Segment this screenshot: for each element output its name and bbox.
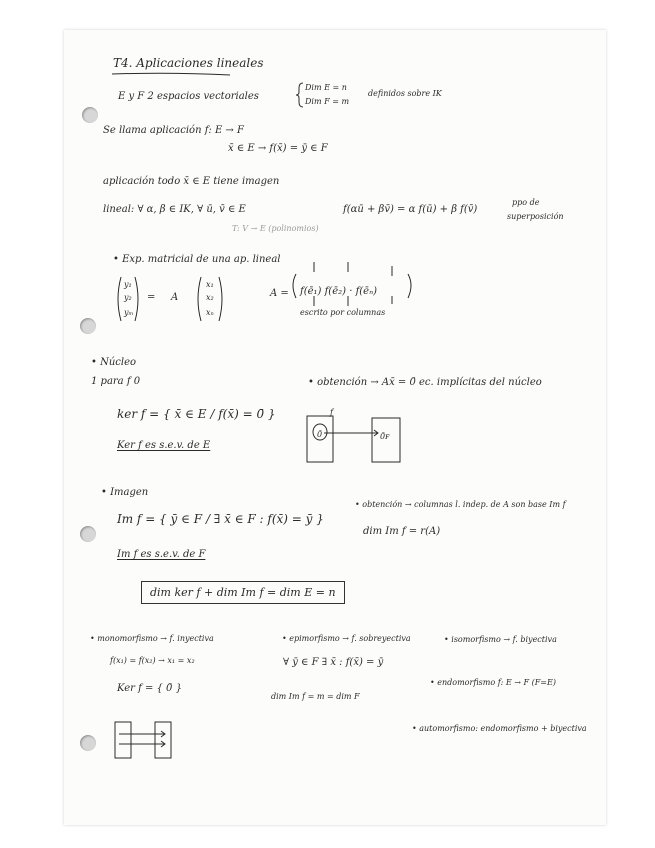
image-subspace: Im f es s.e.v. de F <box>117 549 206 560</box>
superposition-note-2: superposición <box>507 212 564 221</box>
faint-note: T: V → E (polinomios) <box>232 224 319 233</box>
x-entry: x₁ <box>206 280 214 289</box>
intro-map-rule: x̄ ∈ E → f(x̄) = ȳ ∈ F <box>228 143 328 154</box>
linearity-quantifiers: lineal: ∀ α, β ∈ IK, ∀ ū, v̄ ∈ E <box>103 204 246 215</box>
a-label: A = <box>270 288 289 299</box>
matrix-heading: • Exp. matricial de una ap. lineal <box>113 254 281 265</box>
y-entry: y₁ <box>124 280 132 289</box>
isomorphism-title: • isomorfismo → f. biyectiva <box>444 635 557 644</box>
linearity-formula: f(αū + βv̄) = α f(ū) + β f(v̄) <box>343 204 478 215</box>
y-entry: y₂ <box>124 293 132 302</box>
matrix-columns <box>290 262 415 308</box>
title-underline <box>112 72 232 76</box>
imagen-heading: • Imagen <box>101 487 149 498</box>
x-entry: x₂ <box>206 293 214 302</box>
nucleo-line: 1 para f 0 <box>91 376 141 387</box>
kernel-subspace: Ker f es s.e.v. de E <box>117 440 211 451</box>
intro-every-image: aplicación todo x̄ ∈ E tiene imagen <box>103 176 280 187</box>
monomorphism-condition: f(x₁) = f(x₂) → x₁ = x₂ <box>110 656 195 665</box>
matrix-a: A <box>171 292 179 303</box>
punch-hole <box>80 526 96 542</box>
kernel-diagram <box>306 408 416 464</box>
kernel-zero: 0̄ <box>317 430 323 439</box>
nucleo-obtention: • obtención → Ax̄ = 0̄ ec. implícitas del núcleo <box>308 377 542 388</box>
y-entry: yₘ <box>124 308 134 317</box>
monomorphism-kernel: Ker f = { 0̄ } <box>117 683 182 694</box>
image-definition: Im f = { ȳ ∈ F / ∃ x̄ ∈ F : f(x̄) = ȳ } <box>117 512 324 526</box>
brace-icon <box>296 82 304 108</box>
page-title: T4. Aplicaciones lineales <box>113 56 264 70</box>
epimorphism-dimension: dim Im f = m = dim F <box>271 692 360 701</box>
punch-hole <box>80 318 96 334</box>
dim-f: Dim F = m <box>305 97 350 106</box>
rank-nullity-formula: dim ker f + dim Im f = dim E = n <box>141 581 345 604</box>
punch-hole <box>80 735 96 751</box>
endomorphism-title: • endomorfismo f: E → F (F=E) <box>430 678 556 687</box>
intro-field: definidos sobre IK <box>368 89 442 98</box>
codomain-zero: 0̄ꜰ <box>380 432 390 441</box>
equals-sign: = <box>147 292 156 303</box>
columns-note: escrito por columnas <box>300 308 386 317</box>
matrix-columns-text: f(ē₁) f(ē₂) · f(ēₙ) <box>300 286 378 297</box>
monomorphism-title: • monomorfismo → f. inyectiva <box>90 634 214 643</box>
image-rank: dim Im f = r(A) <box>363 526 441 537</box>
kernel-definition: ker f = { x̄ ∈ E / f(x̄) = 0̄ } <box>117 407 276 421</box>
map-f-label: f <box>330 408 333 417</box>
superposition-note-1: ppo de <box>512 198 540 207</box>
epimorphism-title: • epimorfismo → f. sobreyectiva <box>282 634 411 643</box>
punch-hole <box>82 107 98 123</box>
intro-map-def: Se llama aplicación f: E → F <box>103 125 244 136</box>
automorphism-title: • automorfismo: endomorfismo + biyectiva <box>412 724 587 733</box>
dim-e: Dim E = n <box>305 83 347 92</box>
x-entry: xₙ <box>206 308 214 317</box>
intro-sets: E y F 2 espacios vectoriales <box>118 91 259 102</box>
image-obtention: • obtención → columnas l. indep. de A son base Im f <box>355 500 566 509</box>
nucleo-heading: • Núcleo <box>91 357 137 368</box>
injective-diagram <box>113 720 175 760</box>
epimorphism-condition: ∀ ȳ ∈ F ∃ x̄ : f(x̄) = ȳ <box>283 657 384 668</box>
